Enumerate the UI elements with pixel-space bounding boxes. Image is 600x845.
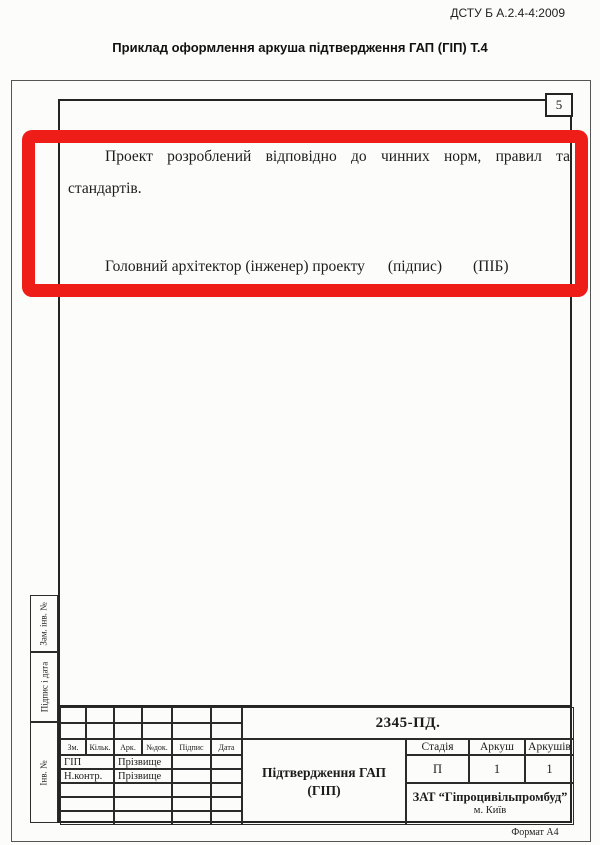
date-cell: [211, 769, 242, 783]
page-title: Приклад оформлення аркуша підтвердження ГАП (ГІП) Т.4: [112, 40, 488, 55]
side-strip-label: Зам. інв. №: [39, 601, 50, 646]
side-strip-label: Інв. №: [39, 759, 49, 786]
role-cell: [60, 797, 114, 811]
sheets-total-value: 1: [525, 755, 574, 783]
format-label: Формат А4: [511, 827, 559, 838]
role-cell: [60, 811, 114, 825]
date-cell: [211, 811, 242, 825]
revision-header-ark: Арк.: [114, 739, 142, 755]
sheets-total-header: Аркушів: [525, 739, 574, 755]
signature-role: Головний архітектор (інженер) проекту: [105, 258, 365, 275]
revision-cell: [211, 707, 242, 723]
date-cell: [211, 797, 242, 811]
stage-value: П: [406, 755, 469, 783]
page-number: 5: [555, 97, 563, 112]
doc-title-line2: (ГІП): [307, 783, 341, 798]
revision-cell: [142, 707, 172, 723]
signature-cell: [172, 797, 211, 811]
date-cell: [211, 755, 242, 769]
signature-cell: [172, 783, 211, 797]
revision-header-pidpys: Підпис: [172, 739, 211, 755]
name-cell: [114, 783, 172, 797]
signature-cell: [172, 811, 211, 825]
revision-cell: [86, 707, 114, 723]
sheet-header: Аркуш: [469, 739, 525, 755]
signature-placeholder: (підпис): [387, 258, 443, 275]
name-cell: [114, 811, 172, 825]
stage-header: Стадія: [406, 739, 469, 755]
standard-reference: ДСТУ Б А.2.4-4:2009: [450, 6, 565, 20]
side-strip-cell-pidpys-data: [30, 652, 58, 722]
doc-title: [242, 739, 406, 825]
doc-title-line1: Підтвердження ГАП: [261, 765, 387, 780]
role-cell-gip: ГІП: [60, 755, 114, 769]
signature-cell: [172, 755, 211, 769]
revision-cell: [86, 723, 114, 739]
side-strip-cell-zam-inv: [30, 595, 58, 652]
date-cell: [211, 783, 242, 797]
revision-header-zm: Зм.: [60, 739, 86, 755]
revision-cell: [60, 707, 86, 723]
revision-cell: [114, 707, 142, 723]
sheet-value: 1: [469, 755, 525, 783]
revision-cell: [114, 723, 142, 739]
page-number-box: [545, 93, 573, 117]
role-cell: [60, 783, 114, 797]
name-cell: Прізвище: [114, 755, 172, 769]
side-strip-label: Підпис і дата: [39, 661, 49, 713]
signature-cell: [172, 769, 211, 783]
revision-cell: [211, 723, 242, 739]
revision-cell: [172, 723, 211, 739]
side-strip-cell-inv: [30, 722, 58, 823]
doc-number: 2345-ПД.: [242, 707, 574, 739]
name-placeholder: (ПІБ): [472, 258, 509, 275]
role-cell-nkontr: Н.контр.: [60, 769, 114, 783]
organization-cell: [406, 783, 574, 825]
revision-cell: [142, 723, 172, 739]
body-paragraph: Проект розроблений відповідно до чинних норм, правил та стандартів.: [68, 148, 570, 197]
revision-header-data: Дата: [211, 739, 242, 755]
name-cell: Прізвище: [114, 769, 172, 783]
signature-line: [105, 258, 509, 276]
revision-header-kilk: Кільк.: [86, 739, 114, 755]
revision-cell: [60, 723, 86, 739]
revision-cell: [172, 707, 211, 723]
organization-name: ЗАТ “Гіпроцивільпромбуд”: [412, 790, 568, 804]
revision-header-ndok: №док.: [142, 739, 172, 755]
name-cell: [114, 797, 172, 811]
organization-city: м. Київ: [473, 805, 507, 816]
title-block: [58, 705, 572, 823]
